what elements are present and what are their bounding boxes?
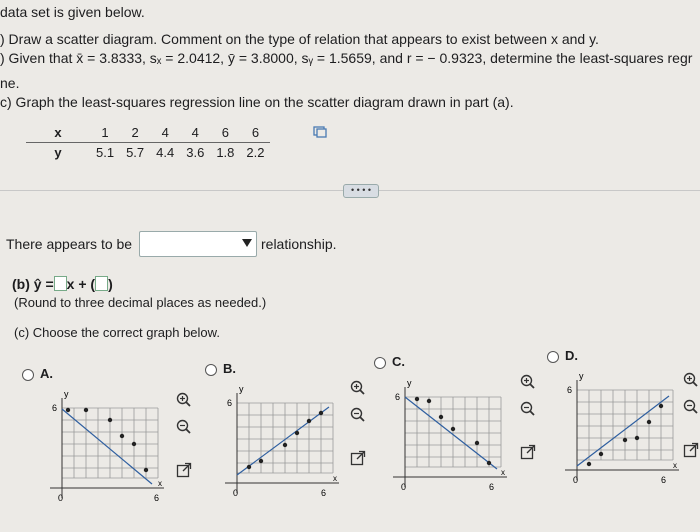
zoom-in-icon[interactable] (520, 374, 536, 390)
x-value: 4 (150, 123, 180, 143)
x-value: 4 (180, 123, 210, 143)
x-value: 6 (240, 123, 270, 143)
popout-icon[interactable] (520, 444, 536, 460)
zoom-in-icon[interactable] (683, 372, 699, 388)
graph-b-tools (350, 380, 366, 471)
zoom-out-icon[interactable] (176, 419, 192, 435)
part-c-text: c) Graph the least-squares regression line on the scatter diagram drawn in part (a). (0, 94, 514, 110)
graph-b-origin: 0 (233, 488, 239, 498)
zoom-in-icon[interactable] (350, 380, 366, 396)
x-value: 6 (210, 123, 240, 143)
data-table (26, 123, 270, 162)
y-value: 5.7 (126, 145, 145, 160)
y-value: 2.2 (246, 145, 265, 160)
part-a-text: ) Draw a scatter diagram. Comment on the type of relation that appears to exist between x and y. (0, 31, 599, 47)
graph-d-origin: 0 (573, 475, 579, 485)
graph-a-y-axis-label: y (64, 389, 69, 399)
graph-a-x-axis-label: x (158, 479, 162, 488)
more-button[interactable]: • • • • (343, 184, 379, 198)
part-c-prompt: (c) Choose the correct graph below. (14, 325, 220, 340)
option-a-label: A. (40, 366, 53, 381)
slope-input[interactable] (54, 276, 67, 291)
option-d-label: D. (565, 348, 578, 363)
graph-d-tools (683, 372, 699, 463)
y-value: 4.4 (156, 145, 175, 160)
y-value: 5.1 (96, 145, 115, 160)
part-b-given-text: ) Given that x̄ = 3.8333, sₓ = 2.0412, ȳ = 3.8000, sᵧ = 1.5659, and r = − 0.9323, determine the least-squares regr (0, 50, 693, 66)
x-plus-label: x + (66, 276, 87, 292)
graph-a-x-tick: 6 (154, 493, 160, 503)
popout-icon[interactable] (350, 450, 366, 466)
graph-d-x-axis-label: x (673, 461, 677, 470)
graph-a (30, 388, 170, 510)
y-value: 3.6 (186, 145, 205, 160)
relationship-suffix: relationship. (261, 236, 337, 252)
graph-a-tools (176, 392, 192, 483)
graph-b (205, 383, 345, 505)
relationship-dropdown[interactable] (139, 231, 257, 257)
graph-d-y-axis-label: y (579, 371, 584, 381)
dropdown-arrow-icon (242, 239, 252, 247)
graph-c-origin: 0 (401, 482, 407, 492)
graph-c-y-tick: 6 (395, 392, 401, 402)
x-value: 2 (120, 123, 150, 143)
zoom-in-icon[interactable] (176, 392, 192, 408)
graph-a-y-tick: 6 (52, 403, 58, 413)
option-c-label: C. (392, 354, 405, 369)
zoom-out-icon[interactable] (683, 399, 699, 415)
popout-icon[interactable] (683, 442, 699, 458)
part-b-equation: (b) ŷ = x + ( ) (12, 276, 113, 292)
option-b-radio[interactable] (205, 364, 217, 376)
y-hat-label: ŷ = (33, 276, 54, 292)
graph-c-x-axis-label: x (501, 468, 505, 477)
zoom-out-icon[interactable] (520, 401, 536, 417)
popout-icon[interactable] (176, 462, 192, 478)
option-a-radio[interactable] (22, 369, 34, 381)
graph-b-x-tick: 6 (321, 488, 327, 498)
y-value: 1.8 (216, 145, 235, 160)
part-b-label: (b) (12, 276, 30, 292)
graph-d-x-tick: 6 (661, 475, 667, 485)
graph-d (545, 370, 685, 492)
option-d-radio[interactable] (547, 351, 559, 363)
graph-c-x-tick: 6 (489, 482, 495, 492)
graph-c-y-axis-label: y (407, 378, 412, 388)
copy-table-icon[interactable] (313, 126, 327, 138)
graph-a-origin: 0 (58, 493, 64, 503)
relationship-prefix: There appears to be (6, 236, 133, 252)
graph-b-y-tick: 6 (227, 398, 233, 408)
y-row-label: y (54, 145, 62, 160)
option-c-radio[interactable] (374, 357, 386, 369)
graph-b-y-axis-label: y (239, 384, 244, 394)
option-b-label: B. (223, 361, 236, 376)
graph-d-y-tick: 6 (567, 385, 573, 395)
round-note: (Round to three decimal places as needed.) (14, 295, 267, 310)
x-row-label: x (26, 123, 90, 143)
intro-text: data set is given below. (0, 4, 145, 20)
part-b-continued-text: ne. (0, 75, 20, 91)
intercept-input[interactable] (95, 276, 108, 291)
graph-c (373, 377, 513, 499)
graph-c-tools (520, 374, 536, 465)
graph-b-x-axis-label: x (333, 474, 337, 483)
x-value: 1 (90, 123, 120, 143)
zoom-out-icon[interactable] (350, 407, 366, 423)
